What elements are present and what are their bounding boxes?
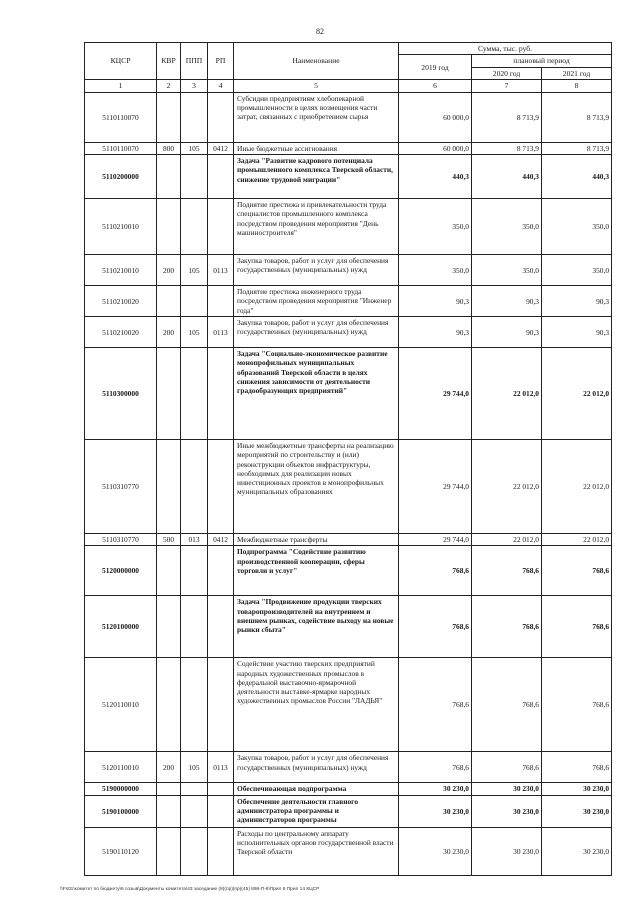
table-body xyxy=(85,92,612,875)
table-row xyxy=(85,255,612,286)
cell-2019: 60 000,0 xyxy=(399,92,472,142)
cell-name: Подпрограмма "Содействие развитию производственной кооперации, сферы торговли и услуг" xyxy=(234,546,399,596)
cell-rp xyxy=(208,783,234,795)
header-kcsr: КЦСР xyxy=(85,43,157,80)
cell-2020: 768,6 xyxy=(472,546,542,596)
header-planned: плановый период xyxy=(472,55,612,67)
cell-kcsr: 5120110010 xyxy=(85,658,157,752)
cell-2020: 8 713,9 xyxy=(472,92,542,142)
cell-kcsr: 5190110120 xyxy=(85,827,157,875)
cell-name: Обеспечивающая подпрограмма xyxy=(234,783,399,795)
cell-2021: 8 713,9 xyxy=(542,92,612,142)
cell-2020: 30 230,0 xyxy=(472,783,542,795)
cell-ppp: 013 xyxy=(181,534,208,546)
cell-name: Содействие участию тверских предприятий народных художественных промыслов в федеральной выставочно-ярмарочной деятельности выставке-ярмарке народных художественных промыслов России "ЛАДЬЯ" xyxy=(234,658,399,752)
cell-kvr: 200 xyxy=(157,317,181,348)
cell-rp: 0113 xyxy=(208,317,234,348)
cell-name: Поднятие престижа и привлекательности труда специалистов промышленного комплекса посредством проведения мероприятия "День машиностроителя" xyxy=(234,199,399,255)
table-row xyxy=(85,348,612,440)
cell-2021: 90,3 xyxy=(542,317,612,348)
table-row xyxy=(85,142,612,154)
cell-ppp: 105 xyxy=(181,142,208,154)
cell-name: Обеспечение деятельности главного администратора программы и администраторов программы xyxy=(234,795,399,827)
cell-rp xyxy=(208,827,234,875)
cell-kcsr: 5110200000 xyxy=(85,155,157,199)
cell-rp xyxy=(208,658,234,752)
cell-kcsr: 5110210020 xyxy=(85,317,157,348)
cell-kvr xyxy=(157,348,181,440)
cell-rp xyxy=(208,155,234,199)
cell-2021: 768,6 xyxy=(542,752,612,783)
cell-ppp xyxy=(181,546,208,596)
cell-name: Расходы по центральному аппарату исполнительных органов государственной власти Тверской области xyxy=(234,827,399,875)
cell-2021: 22 012,0 xyxy=(542,440,612,534)
cell-kvr xyxy=(157,440,181,534)
cell-ppp xyxy=(181,783,208,795)
header-sum: Сумма, тыс. руб. xyxy=(399,43,612,55)
column-number: 8 xyxy=(542,80,612,92)
cell-kcsr: 5110110070 xyxy=(85,142,157,154)
cell-ppp xyxy=(181,795,208,827)
cell-2020: 350,0 xyxy=(472,255,542,286)
column-number: 4 xyxy=(208,80,234,92)
cell-ppp: 105 xyxy=(181,255,208,286)
cell-2020: 768,6 xyxy=(472,596,542,658)
cell-2019: 30 230,0 xyxy=(399,783,472,795)
cell-2020: 90,3 xyxy=(472,317,542,348)
cell-name: Задача "Продвижение продукции тверских товаропроизводителей на внутреннем и внешнем рынках, содействие выходу на новые рынки сбыта" xyxy=(234,596,399,658)
cell-ppp xyxy=(181,596,208,658)
cell-kvr xyxy=(157,286,181,317)
cell-kvr xyxy=(157,596,181,658)
cell-name: Закупка товаров, работ и услуг для обеспечения государственных (муниципальных) нужд xyxy=(234,317,399,348)
cell-2020: 90,3 xyxy=(472,286,542,317)
cell-2020: 768,6 xyxy=(472,658,542,752)
column-number: 2 xyxy=(157,80,181,92)
cell-2021: 440,3 xyxy=(542,155,612,199)
cell-name: Закупка товаров, работ и услуг для обеспечения государственных (муниципальных) нужд xyxy=(234,255,399,286)
table-row xyxy=(85,795,612,827)
cell-2019: 29 744,0 xyxy=(399,440,472,534)
header-name: Наименование xyxy=(234,43,399,80)
cell-kvr: 500 xyxy=(157,534,181,546)
table-row xyxy=(85,658,612,752)
cell-kvr xyxy=(157,155,181,199)
cell-2021: 22 012,0 xyxy=(542,348,612,440)
cell-2019: 60 000,0 xyxy=(399,142,472,154)
cell-2020: 22 012,0 xyxy=(472,348,542,440)
cell-2020: 440,3 xyxy=(472,155,542,199)
cell-2019: 768,6 xyxy=(399,546,472,596)
cell-ppp xyxy=(181,348,208,440)
column-number: 5 xyxy=(234,80,399,92)
cell-kcsr: 5120000000 xyxy=(85,546,157,596)
cell-2019: 440,3 xyxy=(399,155,472,199)
table-row xyxy=(85,92,612,142)
cell-rp: 0113 xyxy=(208,255,234,286)
cell-kvr xyxy=(157,827,181,875)
cell-2021: 350,0 xyxy=(542,199,612,255)
cell-ppp xyxy=(181,440,208,534)
cell-kvr xyxy=(157,199,181,255)
cell-kcsr: 5190100000 xyxy=(85,795,157,827)
cell-ppp xyxy=(181,827,208,875)
table-row xyxy=(85,534,612,546)
cell-name: Субсидии предприятиям хлебопекарной промышленности в целях возмещения части затрат, связанных с приобретением сырья xyxy=(234,92,399,142)
cell-2019: 350,0 xyxy=(399,199,472,255)
cell-kvr: 200 xyxy=(157,255,181,286)
cell-kcsr: 5120100000 xyxy=(85,596,157,658)
column-number: 1 xyxy=(85,80,157,92)
cell-kcsr: 5110210010 xyxy=(85,199,157,255)
table-row xyxy=(85,546,612,596)
header-rp: РП xyxy=(208,43,234,80)
cell-2021: 768,6 xyxy=(542,596,612,658)
page-number: 82 xyxy=(316,27,324,36)
cell-2019: 29 744,0 xyxy=(399,348,472,440)
cell-rp: 0412 xyxy=(208,534,234,546)
cell-2021: 30 230,0 xyxy=(542,783,612,795)
cell-2019: 768,6 xyxy=(399,596,472,658)
cell-2019: 30 230,0 xyxy=(399,795,472,827)
cell-kvr xyxy=(157,658,181,752)
cell-kvr: 200 xyxy=(157,752,181,783)
cell-name: Задача "Социально-экономическое развитие монопрофильных муниципальных образований Тверской области в целях снижения зависимости от деятельности градообразующих предприятий" xyxy=(234,348,399,440)
table-row xyxy=(85,199,612,255)
cell-2021: 22 012,0 xyxy=(542,534,612,546)
cell-2020: 350,0 xyxy=(472,199,542,255)
header-kvr: КВР xyxy=(157,43,181,80)
cell-name: Иные межбюджетные трансферты на реализацию мероприятий по строительству и (или) реконструкции объектов инфраструктуры, необходимых для реализации новых инвестиционных проектов в монопрофильных муниципальных образованиях xyxy=(234,440,399,534)
cell-rp xyxy=(208,440,234,534)
table-row xyxy=(85,286,612,317)
cell-kcsr: 5110310770 xyxy=(85,440,157,534)
column-number: 6 xyxy=(399,80,472,92)
cell-kcsr: 5110300000 xyxy=(85,348,157,440)
cell-2019: 30 230,0 xyxy=(399,827,472,875)
cell-2021: 90,3 xyxy=(542,286,612,317)
cell-kcsr: 5110310770 xyxy=(85,534,157,546)
header-2019: 2019 год xyxy=(399,55,472,80)
table-row xyxy=(85,596,612,658)
cell-2020: 8 713,9 xyxy=(472,142,542,154)
cell-rp xyxy=(208,286,234,317)
cell-2019: 90,3 xyxy=(399,286,472,317)
cell-name: Межбюджетные трансферты xyxy=(234,534,399,546)
cell-name: Иные бюджетные ассигнования xyxy=(234,142,399,154)
cell-kvr xyxy=(157,783,181,795)
cell-kcsr: 5120110010 xyxy=(85,752,157,783)
cell-name: Поднятие престижа инженерного труда посредством проведения мероприятия "Инженер года" xyxy=(234,286,399,317)
column-number: 7 xyxy=(472,80,542,92)
cell-rp: 0412 xyxy=(208,142,234,154)
cell-ppp xyxy=(181,286,208,317)
cell-2019: 29 744,0 xyxy=(399,534,472,546)
cell-2021: 30 230,0 xyxy=(542,827,612,875)
cell-ppp xyxy=(181,658,208,752)
table-row xyxy=(85,752,612,783)
table-row xyxy=(85,827,612,875)
cell-ppp: 105 xyxy=(181,317,208,348)
column-number: 3 xyxy=(181,80,208,92)
cell-rp xyxy=(208,348,234,440)
cell-2020: 22 012,0 xyxy=(472,534,542,546)
cell-ppp xyxy=(181,199,208,255)
cell-rp xyxy=(208,546,234,596)
cell-2021: 350,0 xyxy=(542,255,612,286)
file-path-footer: \\Fs01\комитет по бюджету\6 созыв\Документы комитета\43 заседание (8)(пр)(пр)(45) 898-П-6\Прил 8 Прил 14 КЦСР xyxy=(60,887,320,892)
table-row xyxy=(85,155,612,199)
cell-ppp xyxy=(181,92,208,142)
header-2020: 2020 год xyxy=(472,67,542,79)
cell-name: Закупка товаров, работ и услуг для обеспечения государственных (муниципальных) нужд xyxy=(234,752,399,783)
table-row xyxy=(85,317,612,348)
cell-2021: 8 713,9 xyxy=(542,142,612,154)
cell-2019: 350,0 xyxy=(399,255,472,286)
header-ppp: ППП xyxy=(181,43,208,80)
table-row xyxy=(85,783,612,795)
cell-2021: 768,6 xyxy=(542,546,612,596)
cell-rp xyxy=(208,596,234,658)
cell-2019: 768,6 xyxy=(399,752,472,783)
cell-kvr xyxy=(157,795,181,827)
cell-2019: 90,3 xyxy=(399,317,472,348)
cell-2020: 768,6 xyxy=(472,752,542,783)
cell-2021: 768,6 xyxy=(542,658,612,752)
header-2021: 2021 год xyxy=(542,67,612,79)
cell-2019: 768,6 xyxy=(399,658,472,752)
cell-name: Задача "Развитие кадрового потенциала промышленного комплекса Тверской области, снижение трудовой миграции" xyxy=(234,155,399,199)
cell-2020: 30 230,0 xyxy=(472,795,542,827)
cell-kvr xyxy=(157,92,181,142)
cell-kcsr: 5190000000 xyxy=(85,783,157,795)
cell-kcsr: 5110210010 xyxy=(85,255,157,286)
cell-rp xyxy=(208,795,234,827)
cell-ppp xyxy=(181,155,208,199)
cell-rp xyxy=(208,92,234,142)
cell-kcsr: 5110110070 xyxy=(85,92,157,142)
cell-rp xyxy=(208,199,234,255)
cell-rp: 0113 xyxy=(208,752,234,783)
cell-ppp: 105 xyxy=(181,752,208,783)
cell-2021: 30 230,0 xyxy=(542,795,612,827)
cell-kvr: 800 xyxy=(157,142,181,154)
cell-2020: 22 012,0 xyxy=(472,440,542,534)
cell-kcsr: 5110210020 xyxy=(85,286,157,317)
budget-table xyxy=(84,42,612,876)
table-row xyxy=(85,440,612,534)
cell-2020: 30 230,0 xyxy=(472,827,542,875)
cell-kvr xyxy=(157,546,181,596)
